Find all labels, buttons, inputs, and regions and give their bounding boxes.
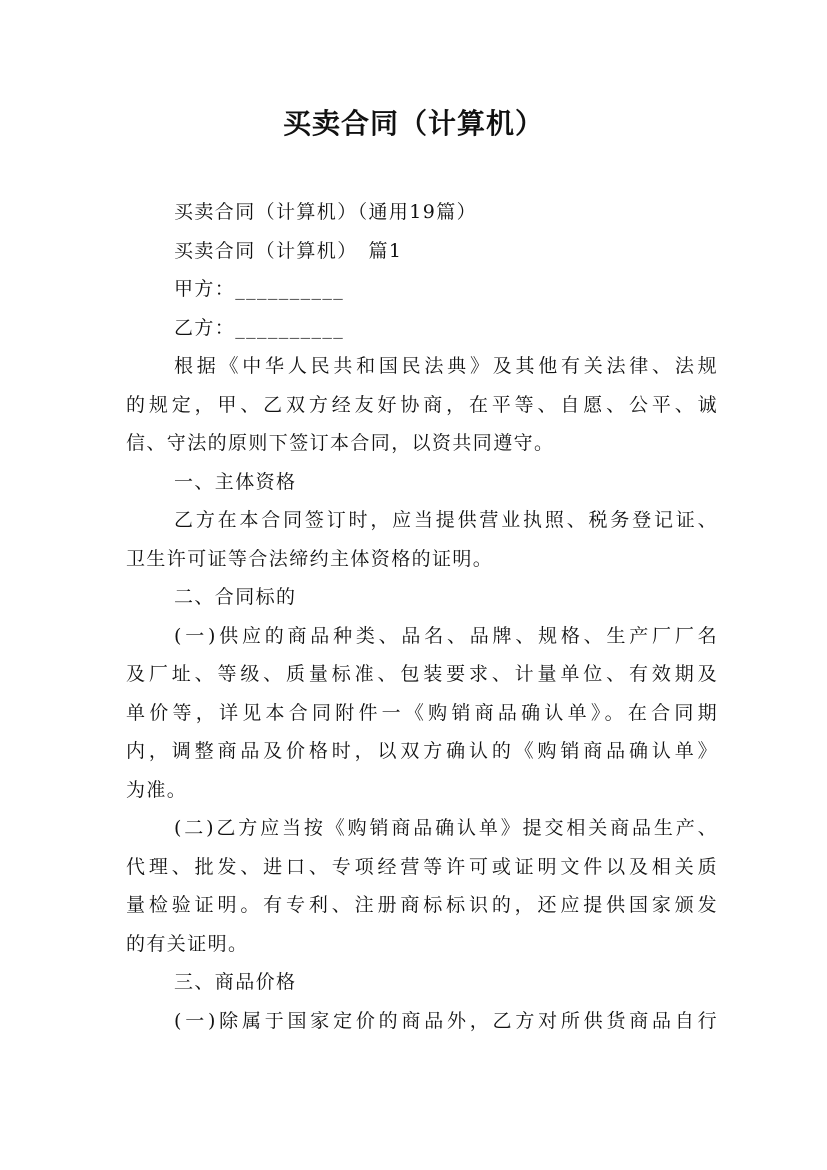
paragraph-line: (一)供应的商品种类、品名、品牌、规格、生产厂厂名 bbox=[174, 624, 718, 647]
paragraph-line: 代理、批发、进口、专项经营等许可或证明文件以及相关质 bbox=[126, 855, 718, 878]
party-b-line: 乙方：__________ bbox=[174, 316, 345, 339]
paragraph-line: 内，调整商品及价格时，以双方确认的《购销商品确认单》 bbox=[126, 740, 718, 762]
paragraph-line: 的有关证明。 bbox=[126, 932, 249, 955]
paragraph-line: 为准。 bbox=[126, 778, 188, 801]
section-heading: 三、商品价格 bbox=[174, 971, 297, 993]
paragraph-line: 量检验证明。有专利、注册商标标识的，还应提供国家颁发 bbox=[126, 894, 718, 916]
document-title: 买卖合同（计算机） bbox=[282, 107, 544, 140]
document-body bbox=[126, 193, 718, 1040]
paragraph-line: 卫生许可证等合法缔约主体资格的证明。 bbox=[126, 547, 494, 570]
paragraph-line: (一)除属于国家定价的商品外，乙方对所供货商品自行 bbox=[174, 1009, 718, 1032]
paragraph-line: 乙方在本合同签订时，应当提供营业执照、税务登记证、 bbox=[174, 509, 718, 531]
party-a-line: 甲方：__________ bbox=[174, 278, 345, 300]
section-heading: 买卖合同（计算机） 篇1 bbox=[174, 239, 403, 262]
section-heading: 一、主体资格 bbox=[174, 470, 297, 493]
document-subtitle: 买卖合同（计算机）（通用19篇） bbox=[174, 201, 478, 223]
paragraph-line: 单价等，详见本合同附件一《购销商品确认单》。在合同期 bbox=[126, 701, 718, 724]
paragraph-line: 的规定，甲、乙双方经友好协商，在平等、自愿、公平、诚 bbox=[126, 393, 718, 416]
paragraph-line: 信、守法的原则下签订本合同，以资共同遵守。 bbox=[126, 432, 555, 454]
section-heading: 二、合同标的 bbox=[174, 586, 297, 608]
paragraph-line: 根据《中华人民共和国民法典》及其他有关法律、法规 bbox=[174, 355, 718, 377]
paragraph-line: 及厂址、等级、质量标准、包装要求、计量单位、有效期及 bbox=[126, 663, 718, 685]
paragraph-line: (二)乙方应当按《购销商品确认单》提交相关商品生产、 bbox=[174, 817, 718, 839]
